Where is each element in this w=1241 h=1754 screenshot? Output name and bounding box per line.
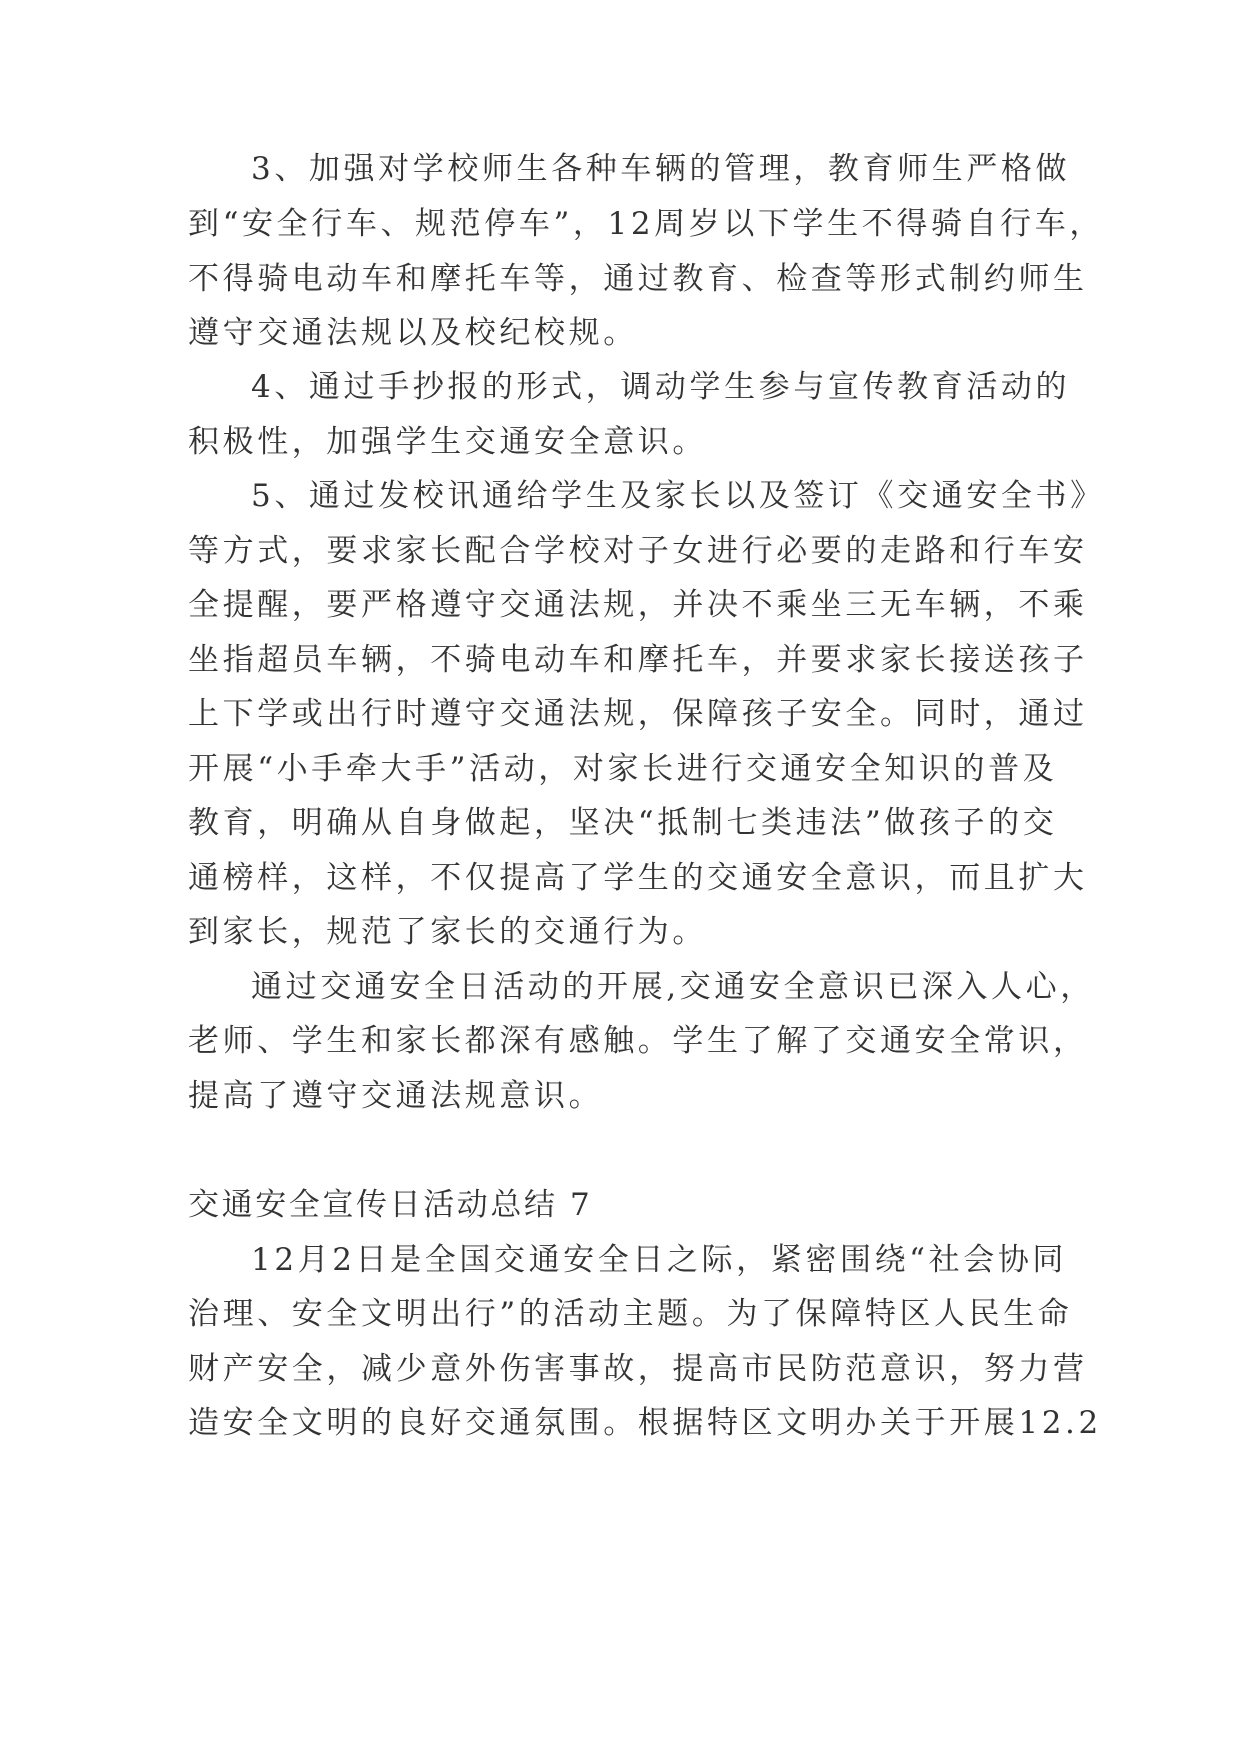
item-3-line-3: 不得骑电动车和摩托车等，通过教育、检查等形式制约师生 xyxy=(188,261,1088,297)
item-5-line-8: 通榜样，这样，不仅提高了学生的交通安全意识，而且扩大 xyxy=(188,860,1088,896)
item-5-line-3: 全提醒，要严格遵守交通法规，并决不乘坐三无车辆，不乘 xyxy=(188,587,1088,623)
item-5-line-9: 到家长，规范了家长的交通行为。 xyxy=(188,914,707,950)
item-4-line-1: 4、通过手抄报的形式，调动学生参与宣传教育活动的 xyxy=(251,369,1071,405)
intro-line-1: 12月2日是全国交通安全日之际，紧密围绕“社会协同 xyxy=(251,1242,1068,1278)
item-4-line-2: 积极性，加强学生交通安全意识。 xyxy=(188,424,707,460)
item-3-line-1: 3、加强对学校师生各种车辆的管理，教育师生严格做 xyxy=(251,151,1071,187)
item-5-line-2: 等方式，要求家长配合学校对子女进行必要的走路和行车安 xyxy=(188,533,1088,569)
intro-line-4: 造安全文明的良好交通氛围。根据特区文明办关于开展12.2 xyxy=(188,1405,1102,1441)
item-3-line-4: 遵守交通法规以及校纪校规。 xyxy=(188,315,638,351)
item-5-line-7: 教育，明确从自身做起，坚决“抵制七类违法”做孩子的交 xyxy=(188,805,1058,841)
item-3-line-2: 到“安全行车、规范停车”，12周岁以下学生不得骑自行车， xyxy=(188,206,1104,242)
intro-line-2: 治理、安全文明出行”的活动主题。为了保障特区人民生命 xyxy=(188,1296,1073,1332)
summary-line-3: 提高了遵守交通法规意识。 xyxy=(188,1078,604,1114)
section-title: 交通安全宣传日活动总结 7 xyxy=(188,1187,593,1223)
item-5-line-1: 5、通过发校讯通给学生及家长以及签订《交通安全书》 xyxy=(251,478,1105,514)
summary-line-2: 老师、学生和家长都深有感触。学生了解了交通安全常识， xyxy=(188,1023,1088,1059)
item-5-line-5: 上下学或出行时遵守交通法规，保障孩子安全。同时，通过 xyxy=(188,696,1088,732)
item-5-line-4: 坐指超员车辆，不骑电动车和摩托车，并要求家长接送孩子 xyxy=(188,642,1088,678)
intro-line-3: 财产安全，减少意外伤害事故，提高市民防范意识，努力营 xyxy=(188,1351,1088,1387)
summary-line-1: 通过交通安全日活动的开展,交通安全意识已深入人心， xyxy=(251,969,1095,1005)
item-5-line-6: 开展“小手牵大手”活动，对家长进行交通安全知识的普及 xyxy=(188,751,1058,787)
